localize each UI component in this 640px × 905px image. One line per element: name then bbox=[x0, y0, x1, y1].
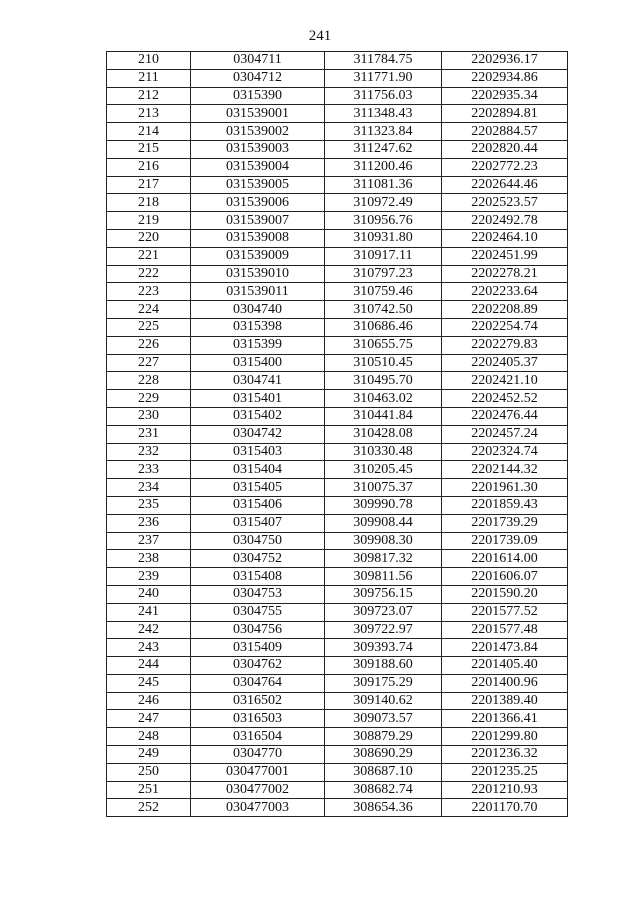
row-number-cell: 220 bbox=[107, 229, 191, 247]
x-coordinate-cell: 308879.29 bbox=[325, 728, 442, 746]
point-code-cell: 031539006 bbox=[191, 194, 325, 212]
row-number-cell: 250 bbox=[107, 763, 191, 781]
y-coordinate-cell: 2201170.70 bbox=[442, 799, 568, 817]
table-row bbox=[107, 461, 568, 479]
point-code-cell: 0304753 bbox=[191, 585, 325, 603]
table-row bbox=[107, 603, 568, 621]
table-row bbox=[107, 372, 568, 390]
row-number-cell: 224 bbox=[107, 301, 191, 319]
point-code-cell: 0315401 bbox=[191, 390, 325, 408]
table-row bbox=[107, 158, 568, 176]
point-code-cell: 0315403 bbox=[191, 443, 325, 461]
x-coordinate-cell: 310655.75 bbox=[325, 336, 442, 354]
x-coordinate-cell: 311081.36 bbox=[325, 176, 442, 194]
y-coordinate-cell: 2201236.32 bbox=[442, 746, 568, 764]
y-coordinate-cell: 2202935.34 bbox=[442, 87, 568, 105]
row-number-cell: 217 bbox=[107, 176, 191, 194]
x-coordinate-cell: 308654.36 bbox=[325, 799, 442, 817]
table-row bbox=[107, 710, 568, 728]
row-number-cell: 232 bbox=[107, 443, 191, 461]
y-coordinate-cell: 2201961.30 bbox=[442, 479, 568, 497]
x-coordinate-cell: 311784.75 bbox=[325, 52, 442, 70]
row-number-cell: 215 bbox=[107, 140, 191, 158]
point-code-cell: 0315407 bbox=[191, 514, 325, 532]
y-coordinate-cell: 2202233.64 bbox=[442, 283, 568, 301]
x-coordinate-cell: 309756.15 bbox=[325, 585, 442, 603]
row-number-cell: 241 bbox=[107, 603, 191, 621]
y-coordinate-cell: 2201400.96 bbox=[442, 674, 568, 692]
y-coordinate-cell: 2202451.99 bbox=[442, 247, 568, 265]
x-coordinate-cell: 310931.80 bbox=[325, 229, 442, 247]
x-coordinate-cell: 310972.49 bbox=[325, 194, 442, 212]
y-coordinate-cell: 2202421.10 bbox=[442, 372, 568, 390]
point-code-cell: 0315404 bbox=[191, 461, 325, 479]
x-coordinate-cell: 310686.46 bbox=[325, 318, 442, 336]
y-coordinate-cell: 2202884.57 bbox=[442, 123, 568, 141]
point-code-cell: 0304755 bbox=[191, 603, 325, 621]
row-number-cell: 233 bbox=[107, 461, 191, 479]
y-coordinate-cell: 2202476.44 bbox=[442, 407, 568, 425]
x-coordinate-cell: 311348.43 bbox=[325, 105, 442, 123]
table-row bbox=[107, 443, 568, 461]
x-coordinate-cell: 308690.29 bbox=[325, 746, 442, 764]
y-coordinate-cell: 2202144.32 bbox=[442, 461, 568, 479]
point-code-cell: 0315398 bbox=[191, 318, 325, 336]
y-coordinate-cell: 2201577.48 bbox=[442, 621, 568, 639]
point-code-cell: 0304756 bbox=[191, 621, 325, 639]
row-number-cell: 240 bbox=[107, 585, 191, 603]
x-coordinate-cell: 309393.74 bbox=[325, 639, 442, 657]
row-number-cell: 237 bbox=[107, 532, 191, 550]
y-coordinate-cell: 2202492.78 bbox=[442, 212, 568, 230]
table-row bbox=[107, 692, 568, 710]
x-coordinate-cell: 311200.46 bbox=[325, 158, 442, 176]
table-row bbox=[107, 585, 568, 603]
x-coordinate-cell: 310463.02 bbox=[325, 390, 442, 408]
x-coordinate-cell: 309188.60 bbox=[325, 657, 442, 675]
table-row bbox=[107, 247, 568, 265]
y-coordinate-cell: 2202772.23 bbox=[442, 158, 568, 176]
table-row bbox=[107, 336, 568, 354]
row-number-cell: 226 bbox=[107, 336, 191, 354]
row-number-cell: 249 bbox=[107, 746, 191, 764]
point-code-cell: 0304711 bbox=[191, 52, 325, 70]
point-code-cell: 031539005 bbox=[191, 176, 325, 194]
row-number-cell: 212 bbox=[107, 87, 191, 105]
point-code-cell: 031539003 bbox=[191, 140, 325, 158]
x-coordinate-cell: 310205.45 bbox=[325, 461, 442, 479]
y-coordinate-cell: 2201210.93 bbox=[442, 781, 568, 799]
y-coordinate-cell: 2202405.37 bbox=[442, 354, 568, 372]
y-coordinate-cell: 2202894.81 bbox=[442, 105, 568, 123]
row-number-cell: 219 bbox=[107, 212, 191, 230]
x-coordinate-cell: 310759.46 bbox=[325, 283, 442, 301]
y-coordinate-cell: 2202278.21 bbox=[442, 265, 568, 283]
row-number-cell: 236 bbox=[107, 514, 191, 532]
table-row bbox=[107, 479, 568, 497]
y-coordinate-cell: 2202820.44 bbox=[442, 140, 568, 158]
y-coordinate-cell: 2201389.40 bbox=[442, 692, 568, 710]
x-coordinate-cell: 308687.10 bbox=[325, 763, 442, 781]
x-coordinate-cell: 309175.29 bbox=[325, 674, 442, 692]
x-coordinate-cell: 310797.23 bbox=[325, 265, 442, 283]
y-coordinate-cell: 2201614.00 bbox=[442, 550, 568, 568]
point-code-cell: 0315402 bbox=[191, 407, 325, 425]
y-coordinate-cell: 2202936.17 bbox=[442, 52, 568, 70]
row-number-cell: 228 bbox=[107, 372, 191, 390]
x-coordinate-cell: 311323.84 bbox=[325, 123, 442, 141]
row-number-cell: 231 bbox=[107, 425, 191, 443]
point-code-cell: 0315390 bbox=[191, 87, 325, 105]
row-number-cell: 248 bbox=[107, 728, 191, 746]
y-coordinate-cell: 2202279.83 bbox=[442, 336, 568, 354]
table-row bbox=[107, 657, 568, 675]
table-row bbox=[107, 746, 568, 764]
table-row bbox=[107, 176, 568, 194]
x-coordinate-cell: 309990.78 bbox=[325, 496, 442, 514]
x-coordinate-cell: 310495.70 bbox=[325, 372, 442, 390]
coordinates-table-body bbox=[107, 52, 568, 817]
row-number-cell: 238 bbox=[107, 550, 191, 568]
table-row bbox=[107, 425, 568, 443]
row-number-cell: 252 bbox=[107, 799, 191, 817]
table-row bbox=[107, 301, 568, 319]
x-coordinate-cell: 309908.44 bbox=[325, 514, 442, 532]
y-coordinate-cell: 2201590.20 bbox=[442, 585, 568, 603]
table-row bbox=[107, 514, 568, 532]
point-code-cell: 031539010 bbox=[191, 265, 325, 283]
row-number-cell: 243 bbox=[107, 639, 191, 657]
point-code-cell: 031539004 bbox=[191, 158, 325, 176]
row-number-cell: 246 bbox=[107, 692, 191, 710]
x-coordinate-cell: 310428.08 bbox=[325, 425, 442, 443]
point-code-cell: 0315400 bbox=[191, 354, 325, 372]
row-number-cell: 210 bbox=[107, 52, 191, 70]
x-coordinate-cell: 310742.50 bbox=[325, 301, 442, 319]
y-coordinate-cell: 2201299.80 bbox=[442, 728, 568, 746]
y-coordinate-cell: 2201405.40 bbox=[442, 657, 568, 675]
point-code-cell: 0304750 bbox=[191, 532, 325, 550]
table-row bbox=[107, 212, 568, 230]
x-coordinate-cell: 309811.56 bbox=[325, 568, 442, 586]
row-number-cell: 221 bbox=[107, 247, 191, 265]
row-number-cell: 251 bbox=[107, 781, 191, 799]
row-number-cell: 223 bbox=[107, 283, 191, 301]
table-row bbox=[107, 763, 568, 781]
row-number-cell: 213 bbox=[107, 105, 191, 123]
table-row bbox=[107, 568, 568, 586]
row-number-cell: 222 bbox=[107, 265, 191, 283]
y-coordinate-cell: 2202523.57 bbox=[442, 194, 568, 212]
table-row bbox=[107, 621, 568, 639]
point-code-cell: 0316503 bbox=[191, 710, 325, 728]
y-coordinate-cell: 2202254.74 bbox=[442, 318, 568, 336]
y-coordinate-cell: 2201366.41 bbox=[442, 710, 568, 728]
x-coordinate-cell: 310441.84 bbox=[325, 407, 442, 425]
x-coordinate-cell: 309140.62 bbox=[325, 692, 442, 710]
table-row bbox=[107, 265, 568, 283]
x-coordinate-cell: 309723.07 bbox=[325, 603, 442, 621]
table-row bbox=[107, 532, 568, 550]
point-code-cell: 0315409 bbox=[191, 639, 325, 657]
table-row bbox=[107, 283, 568, 301]
point-code-cell: 0304741 bbox=[191, 372, 325, 390]
y-coordinate-cell: 2201606.07 bbox=[442, 568, 568, 586]
point-code-cell: 031539007 bbox=[191, 212, 325, 230]
y-coordinate-cell: 2202324.74 bbox=[442, 443, 568, 461]
x-coordinate-cell: 309817.32 bbox=[325, 550, 442, 568]
point-code-cell: 030477002 bbox=[191, 781, 325, 799]
x-coordinate-cell: 310330.48 bbox=[325, 443, 442, 461]
point-code-cell: 031539008 bbox=[191, 229, 325, 247]
table-row bbox=[107, 105, 568, 123]
point-code-cell: 031539001 bbox=[191, 105, 325, 123]
point-code-cell: 0315405 bbox=[191, 479, 325, 497]
point-code-cell: 031539011 bbox=[191, 283, 325, 301]
y-coordinate-cell: 2201473.84 bbox=[442, 639, 568, 657]
y-coordinate-cell: 2201577.52 bbox=[442, 603, 568, 621]
page-number: 241 bbox=[308, 28, 332, 44]
y-coordinate-cell: 2201739.09 bbox=[442, 532, 568, 550]
point-code-cell: 0304712 bbox=[191, 69, 325, 87]
table-row bbox=[107, 674, 568, 692]
row-number-cell: 229 bbox=[107, 390, 191, 408]
point-code-cell: 0304742 bbox=[191, 425, 325, 443]
table-row bbox=[107, 799, 568, 817]
table-row bbox=[107, 229, 568, 247]
table-row bbox=[107, 639, 568, 657]
row-number-cell: 245 bbox=[107, 674, 191, 692]
table-row bbox=[107, 69, 568, 87]
row-number-cell: 234 bbox=[107, 479, 191, 497]
point-code-cell: 030477003 bbox=[191, 799, 325, 817]
coordinates-table bbox=[106, 51, 568, 817]
y-coordinate-cell: 2202464.10 bbox=[442, 229, 568, 247]
point-code-cell: 0304770 bbox=[191, 746, 325, 764]
table-row bbox=[107, 728, 568, 746]
y-coordinate-cell: 2202644.46 bbox=[442, 176, 568, 194]
point-code-cell: 0315406 bbox=[191, 496, 325, 514]
table-row bbox=[107, 354, 568, 372]
point-code-cell: 0315408 bbox=[191, 568, 325, 586]
y-coordinate-cell: 2201235.25 bbox=[442, 763, 568, 781]
table-row bbox=[107, 194, 568, 212]
table-row bbox=[107, 318, 568, 336]
row-number-cell: 218 bbox=[107, 194, 191, 212]
table-row bbox=[107, 52, 568, 70]
x-coordinate-cell: 311756.03 bbox=[325, 87, 442, 105]
point-code-cell: 0315399 bbox=[191, 336, 325, 354]
row-number-cell: 211 bbox=[107, 69, 191, 87]
row-number-cell: 216 bbox=[107, 158, 191, 176]
table-row bbox=[107, 496, 568, 514]
x-coordinate-cell: 310510.45 bbox=[325, 354, 442, 372]
x-coordinate-cell: 310956.76 bbox=[325, 212, 442, 230]
point-code-cell: 031539002 bbox=[191, 123, 325, 141]
row-number-cell: 239 bbox=[107, 568, 191, 586]
point-code-cell: 030477001 bbox=[191, 763, 325, 781]
point-code-cell: 031539009 bbox=[191, 247, 325, 265]
table-row bbox=[107, 87, 568, 105]
table-row bbox=[107, 123, 568, 141]
row-number-cell: 242 bbox=[107, 621, 191, 639]
point-code-cell: 0304752 bbox=[191, 550, 325, 568]
x-coordinate-cell: 309908.30 bbox=[325, 532, 442, 550]
row-number-cell: 230 bbox=[107, 407, 191, 425]
row-number-cell: 214 bbox=[107, 123, 191, 141]
y-coordinate-cell: 2202208.89 bbox=[442, 301, 568, 319]
point-code-cell: 0304764 bbox=[191, 674, 325, 692]
x-coordinate-cell: 311247.62 bbox=[325, 140, 442, 158]
y-coordinate-cell: 2202934.86 bbox=[442, 69, 568, 87]
y-coordinate-cell: 2201859.43 bbox=[442, 496, 568, 514]
table-row bbox=[107, 140, 568, 158]
point-code-cell: 0304762 bbox=[191, 657, 325, 675]
y-coordinate-cell: 2201739.29 bbox=[442, 514, 568, 532]
x-coordinate-cell: 311771.90 bbox=[325, 69, 442, 87]
table-row bbox=[107, 390, 568, 408]
y-coordinate-cell: 2202457.24 bbox=[442, 425, 568, 443]
row-number-cell: 247 bbox=[107, 710, 191, 728]
point-code-cell: 0316502 bbox=[191, 692, 325, 710]
row-number-cell: 235 bbox=[107, 496, 191, 514]
table-row bbox=[107, 407, 568, 425]
row-number-cell: 244 bbox=[107, 657, 191, 675]
table-row bbox=[107, 550, 568, 568]
point-code-cell: 0316504 bbox=[191, 728, 325, 746]
x-coordinate-cell: 309722.97 bbox=[325, 621, 442, 639]
row-number-cell: 227 bbox=[107, 354, 191, 372]
table-row bbox=[107, 781, 568, 799]
x-coordinate-cell: 310917.11 bbox=[325, 247, 442, 265]
y-coordinate-cell: 2202452.52 bbox=[442, 390, 568, 408]
x-coordinate-cell: 310075.37 bbox=[325, 479, 442, 497]
row-number-cell: 225 bbox=[107, 318, 191, 336]
x-coordinate-cell: 308682.74 bbox=[325, 781, 442, 799]
point-code-cell: 0304740 bbox=[191, 301, 325, 319]
x-coordinate-cell: 309073.57 bbox=[325, 710, 442, 728]
